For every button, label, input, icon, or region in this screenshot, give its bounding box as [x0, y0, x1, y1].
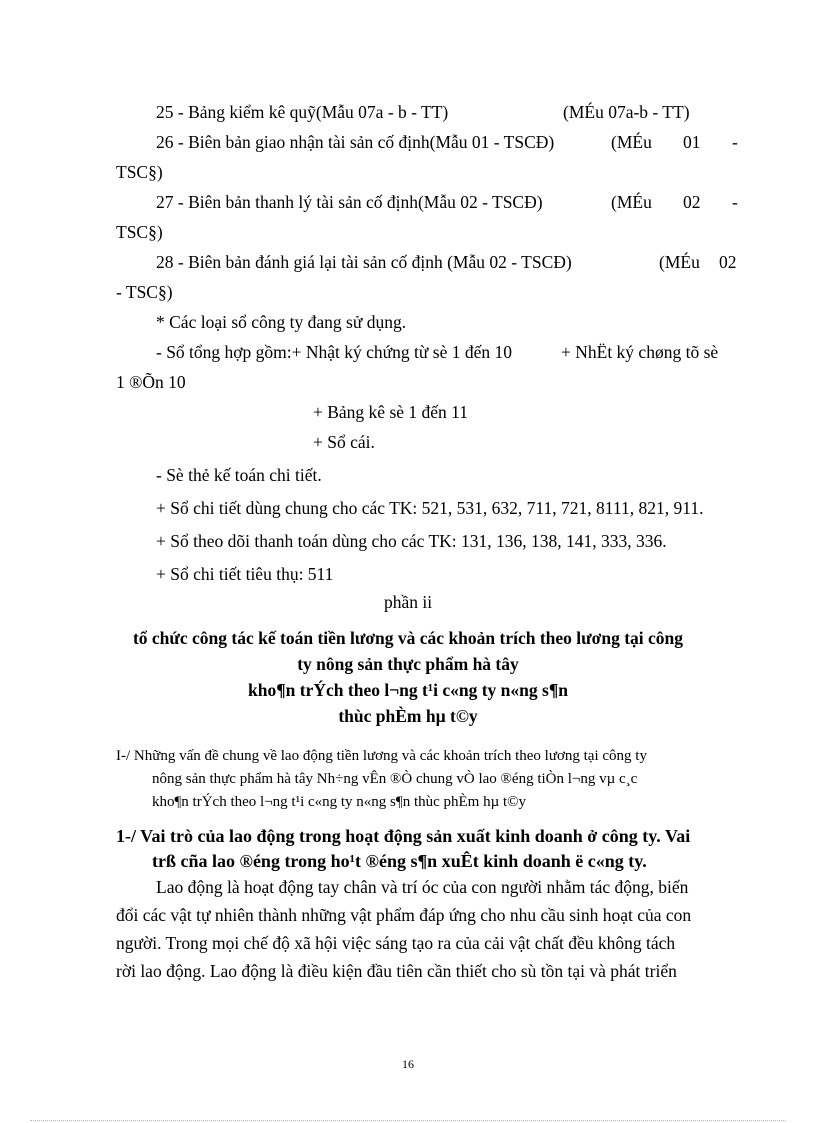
books-summary: - Sổ tổng hợp gồm:+ Nhật ký chứng từ sè 1 đến 10 [156, 342, 512, 362]
part-title-line3: kho¶n trÝch theo l¬ng t¹i c«ng ty n«ng s¶n [248, 680, 568, 700]
list-item-28-code-a: (MÉu [659, 252, 700, 272]
paragraph-line2: đổi các vật tự nhiên thành những vật phẩm đáp ứng cho nhu cầu sinh hoạt của con [116, 905, 692, 925]
books-heading: * Các loại sổ công ty đang sử dụng. [156, 312, 407, 332]
part-title-line2: ty nông sản thực phẩm hà tây [297, 654, 519, 674]
list-item-25-code: (MÉu 07a-b - TT) [563, 102, 690, 122]
page-number: 16 [402, 1057, 414, 1071]
part-title-line1: tổ chức công tác kế toán tiền lương và các khoản trích theo lương tại công [132, 628, 684, 648]
subsection-line3: kho¶n trÝch theo l¬ng t¹i c«ng ty n«ng s¶n thùc phÈm hµ t©y [152, 794, 527, 810]
part-label: phần ii [383, 592, 433, 612]
books-ledger: + Sổ cái. [313, 432, 375, 452]
books-list-table: + Bảng kê sè 1 đến 11 [313, 402, 469, 422]
page-bottom-divider [30, 1120, 786, 1121]
list-item-26-code-c: - [732, 132, 738, 152]
subsection-line1: I-/ Những vấn đề chung về lao động tiền lương và các khoản trích theo lương tại công ty [116, 748, 647, 764]
list-item-27-code-c: - [732, 192, 738, 212]
part-title-line4: thùc phÈm hµ t©y [338, 706, 478, 726]
paragraph-line1: Lao động là hoạt động tay chân và trí óc của con người nhằm tác động, biến [156, 877, 689, 897]
list-item-27: 27 - Biên bản thanh lý tài sản cố định(Mẫu 02 - TSCĐ) [156, 192, 543, 212]
books-detail-consumption: + Sổ chi tiết tiêu thụ: 511 [156, 564, 334, 584]
heading-1-line1: 1-/ Vai trò của lao động trong hoạt động sản xuất kinh doanh ở công ty. Vai [116, 826, 691, 846]
paragraph-line4: rời lao động. Lao động là điều kiện đầu tiên cần thiết cho sù tồn tại và phát triển [116, 961, 677, 981]
subsection-line2: nông sản thực phẩm hà tây Nh÷ng vÊn ®Ò chung vÒ lao ®éng tiÒn l¬ng vµ c¸c [152, 771, 638, 787]
list-item-28-code-c: - TSC§) [116, 282, 173, 302]
books-summary-garbled: + NhËt ký chøng tõ sè [561, 342, 719, 362]
list-item-27-code-b: 02 [683, 192, 701, 212]
books-detail-common: + Sổ chi tiết dùng chung cho các TK: 521, 531, 632, 711, 721, 8111, 821, 911. [156, 498, 704, 518]
list-item-25: 25 - Bảng kiểm kê quỹ(Mẫu 07a - b - TT) [156, 102, 449, 122]
list-item-26-code-b: 01 [683, 132, 701, 152]
list-item-28-code-b: 02 [719, 252, 737, 272]
list-item-27-code-a: (MÉu [611, 192, 652, 212]
paragraph-line3: người. Trong mọi chế độ xã hội việc sáng tạo ra của cải vật chất đều không tách [116, 933, 676, 953]
list-item-27-code-d: TSC§) [116, 222, 163, 242]
books-detail-cards: - Sè thẻ kế toán chi tiết. [156, 465, 322, 485]
books-detail-payment: + Sổ theo dõi thanh toán dùng cho các TK: 131, 136, 138, 141, 333, 336. [156, 531, 667, 551]
list-item-28: 28 - Biên bản đánh giá lại tài sản cố định (Mẫu 02 - TSCĐ) [156, 252, 572, 272]
list-item-26-code-a: (MÉu [611, 132, 652, 152]
list-item-26: 26 - Biên bản giao nhận tài sản cố định(Mẫu 01 - TSCĐ) [156, 132, 555, 152]
heading-1-line2: trß cña lao ®éng trong ho¹t ®éng s¶n xuÊt kinh doanh ë c«ng ty. [152, 851, 647, 871]
books-summary-garbled-cont: 1 ®Õn 10 [116, 372, 186, 392]
list-item-26-code-d: TSC§) [116, 162, 163, 182]
